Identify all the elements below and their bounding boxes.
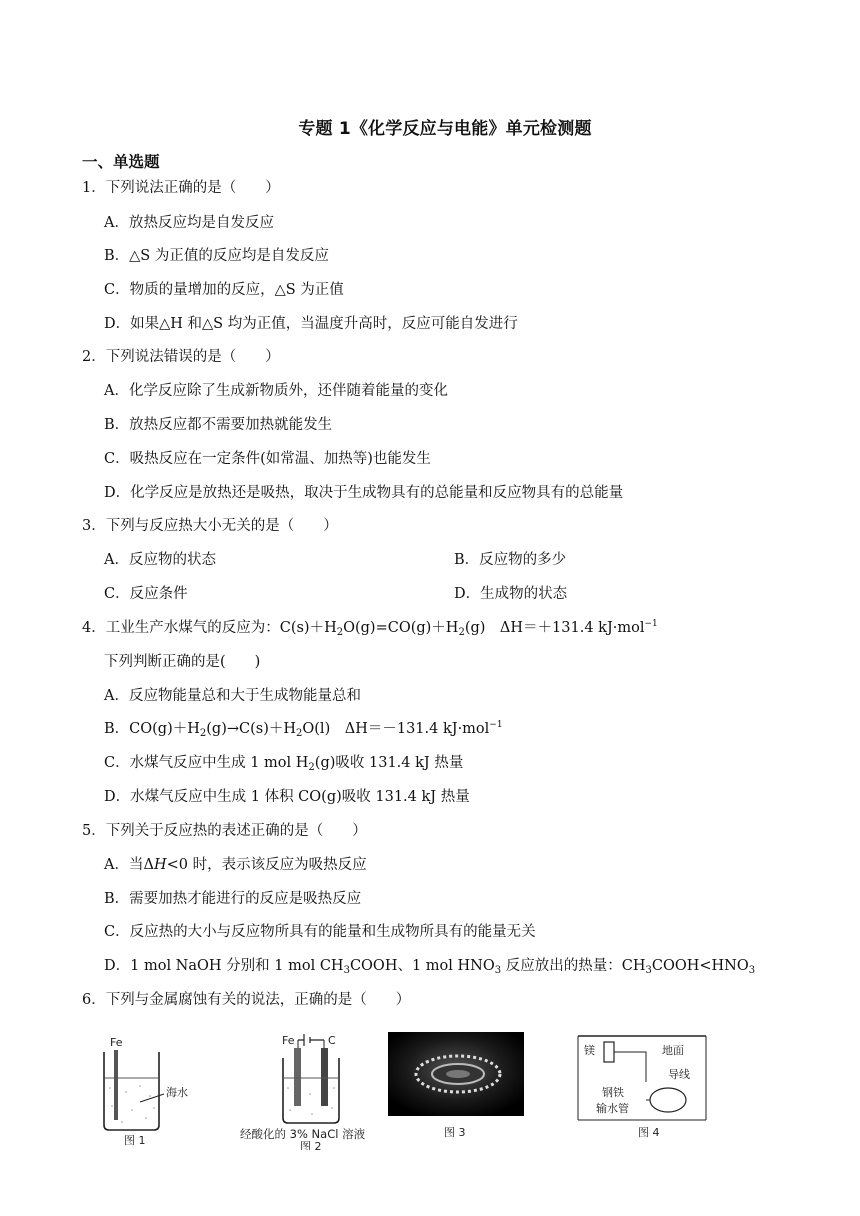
question-2-option-d: D．化学反应是放热还是吸热，取决于生成物具有的总能量和反应物具有的总能量 <box>104 485 624 501</box>
figure-2-caption: 图 2 <box>300 1140 322 1150</box>
wire <box>614 1052 646 1082</box>
magnesium-block <box>604 1042 614 1062</box>
figure-2-electrolysis <box>238 1028 383 1150</box>
figure-3-gas-burner-photo <box>388 1032 524 1144</box>
question-4-option-b: B．$CO(g)+H_2(g)\to C(s)+H_2O(l)$ ΔH＝－131.4 kJ·mol$^{-1}$ <box>104 720 503 739</box>
beaker-outline <box>104 1052 159 1130</box>
figure-1-label-fe: Fe <box>110 1036 123 1049</box>
question-1-stem: 1．下列说法正确的是（ ） <box>82 180 280 196</box>
figure-1-label-seawater: 海水 <box>166 1086 188 1099</box>
question-5-option-a: A．当ΔH<0 时，表示该反应为吸热反应 <box>104 857 367 873</box>
question-5-option-d: D．1 mol NaOH 分别和 1 mol $CH_3COOH$、1 mol $HNO_3$ 反应放出的热量：$CH_3COOH<HNO_3$ <box>104 958 756 976</box>
figure-3-caption: 图 3 <box>444 1126 466 1139</box>
question-1-option-a: A．放热反应均是自发反应 <box>104 215 274 231</box>
battery-symbol <box>298 1034 324 1046</box>
beaker-outline <box>283 1058 339 1123</box>
question-4-option-d: D．水煤气反应中生成 1 体积 CO(g)吸收 131.4 kJ 热量 <box>104 789 470 805</box>
question-4-stem-2: 下列判断正确的是( ) <box>104 654 261 670</box>
question-3-option-c: C．反应条件 <box>104 586 188 602</box>
question-2-option-a: A．化学反应除了生成新物质外，还伴随着能量的变化 <box>104 383 448 399</box>
wire <box>298 1040 324 1048</box>
figure-2-label-fe: Fe <box>282 1034 295 1047</box>
pointer-line <box>140 1094 164 1102</box>
figure-2-label-solution: 经酸化的 3% NaCl 溶液 <box>240 1127 366 1141</box>
burner-center <box>446 1070 470 1078</box>
question-4-option-a: A．反应物能量总和大于生成物能量总和 <box>104 688 361 704</box>
question-2-stem: 2．下列说法错误的是（ ） <box>82 349 280 365</box>
section-heading: 一、单选题 <box>82 153 160 171</box>
question-3-stem: 3．下列与反应热大小无关的是（ ） <box>82 518 338 534</box>
page-title: 专题 1《化学反应与电能》单元检测题 <box>298 119 592 139</box>
iron-rod <box>114 1050 118 1120</box>
question-1-option-c: C．物质的量增加的反应，△S 为正值 <box>104 282 344 298</box>
figure-4-label-water-pipe: 输水管 <box>596 1102 629 1115</box>
figure-4-label-steel: 钢铁 <box>602 1086 624 1099</box>
figure-1-beaker <box>100 1030 210 1150</box>
figure-4-caption: 图 4 <box>638 1126 660 1139</box>
steel-pipe <box>650 1088 686 1112</box>
question-5-option-c: C．反应热的大小与反应物所具有的能量和生成物所具有的能量无关 <box>104 924 536 940</box>
c-electrode <box>321 1048 328 1106</box>
question-3-option-a: A．反应物的状态 <box>104 552 216 568</box>
question-5-option-b: B．需要加热才能进行的反应是吸热反应 <box>104 891 362 907</box>
question-3-option-d: D．生成物的状态 <box>454 586 568 602</box>
question-5-stem: 5．下列关于反应热的表述正确的是（ ） <box>82 823 367 839</box>
figure-1-caption: 图 1 <box>124 1134 146 1147</box>
question-1-option-d: D．如果△H 和△S 均为正值，当温度升高时，反应可能自发进行 <box>104 316 518 332</box>
figure-4-label-wire: 导线 <box>668 1068 690 1081</box>
question-2-option-c: C．吸热反应在一定条件(如常温、加热等)也能发生 <box>104 451 431 467</box>
question-6-stem: 6．下列与金属腐蚀有关的说法，正确的是（ ） <box>82 992 411 1008</box>
question-3-option-b: B．反应物的多少 <box>454 552 567 568</box>
question-1-option-b: B．△S 为正值的反应均是自发反应 <box>104 248 329 264</box>
fe-electrode <box>294 1048 301 1106</box>
question-4-stem: 4．工业生产水煤气的反应为：$C(s)+H_2O(g)=CO(g)+H_2(g)$ ΔH＝＋131.4 kJ·mol$^{-1}$ <box>82 619 658 638</box>
figure-4-label-mg: 镁 <box>584 1044 595 1057</box>
question-4-option-c: C．水煤气反应中生成 1 mol $H_2(g)$吸收 131.4 kJ 热量 <box>104 755 464 773</box>
figure-4-label-ground: 地面 <box>662 1044 684 1057</box>
figure-4-buried-pipe <box>576 1030 710 1146</box>
figure-2-label-c: C <box>328 1034 336 1047</box>
question-2-option-b: B．放热反应都不需要加热就能发生 <box>104 417 333 433</box>
